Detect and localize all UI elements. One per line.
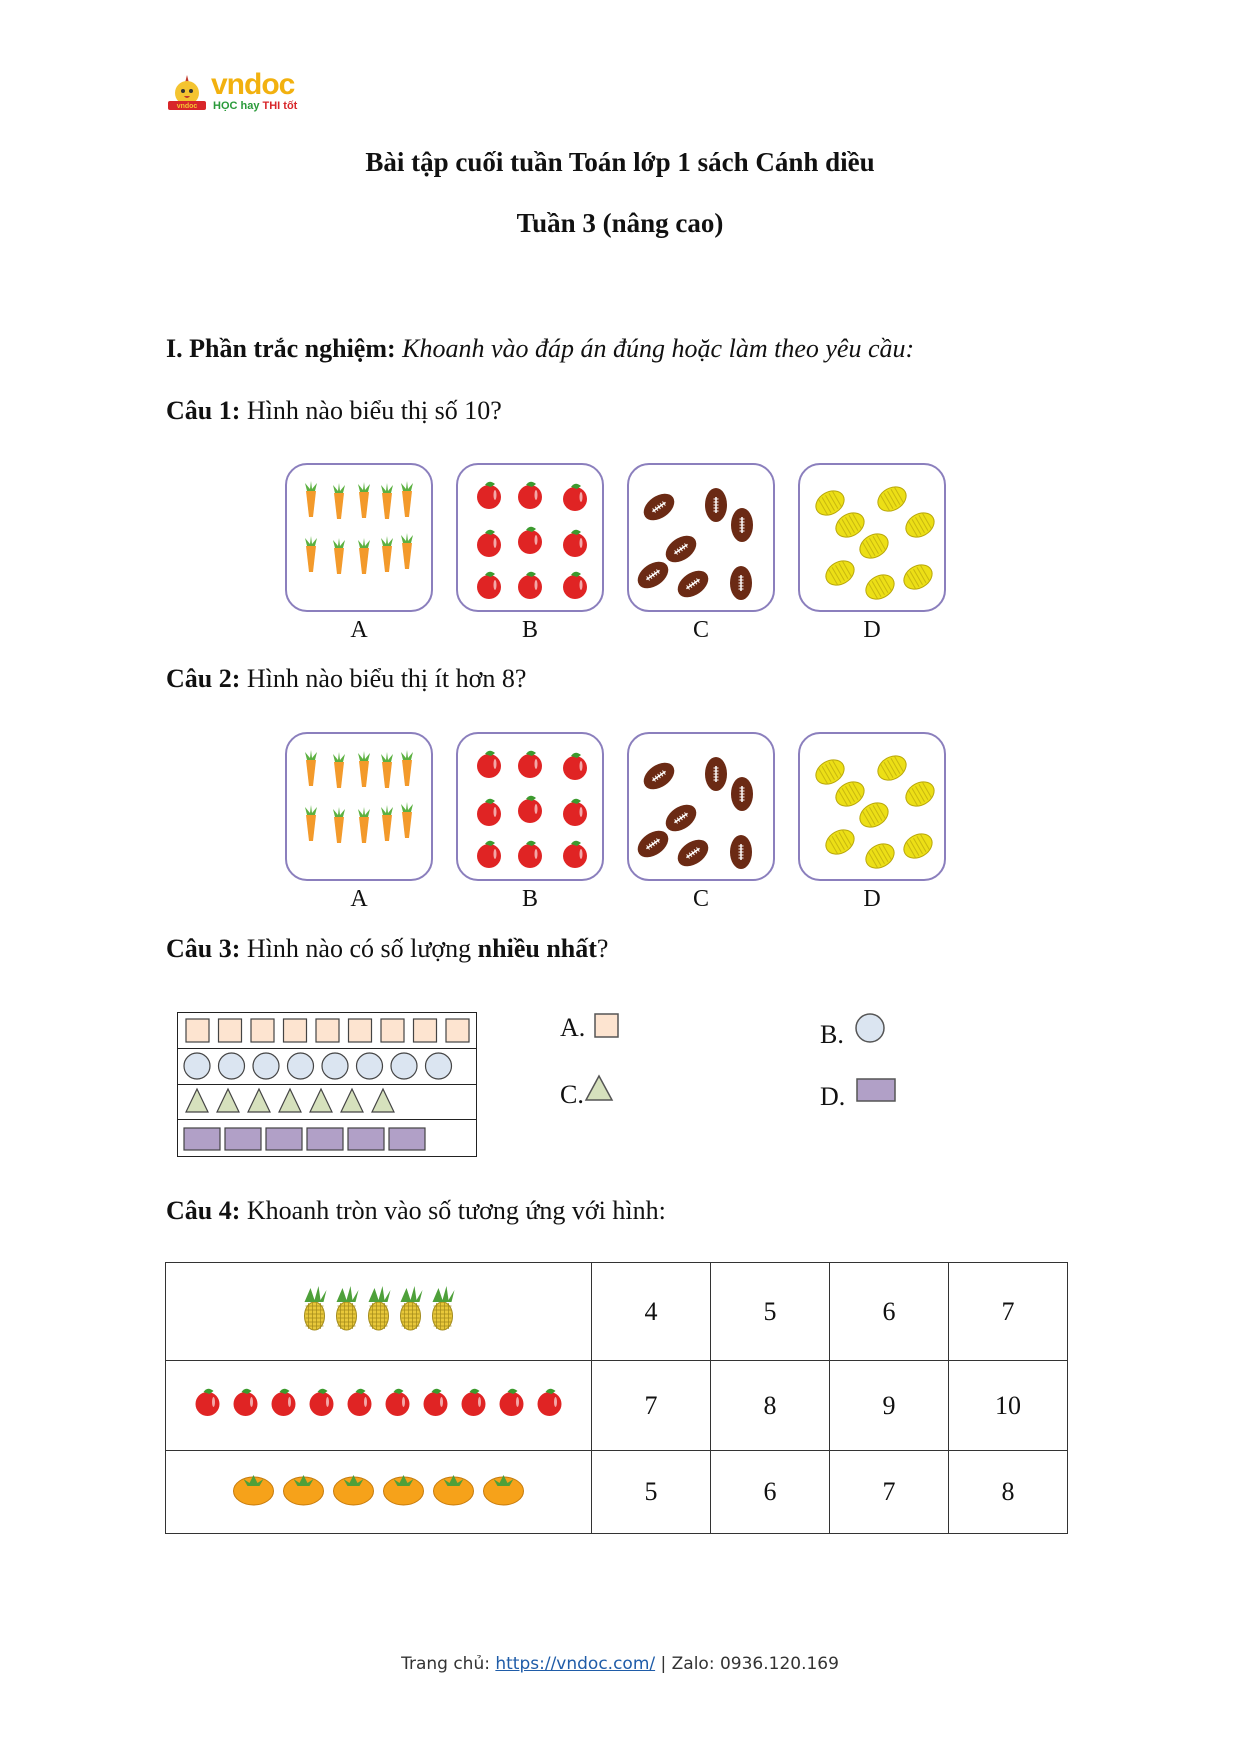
picture-option-c[interactable] (627, 732, 775, 912)
apple-icon (563, 841, 587, 868)
section-heading: I. Phần trắc nghiệm: Khoanh vào đáp án đúng hoặc làm theo yêu cầu: (166, 334, 915, 363)
apple-icon (518, 572, 542, 599)
carrot-icon (401, 750, 413, 786)
football-icon (633, 556, 673, 594)
picture-option-c[interactable] (627, 463, 775, 643)
melon-icon (874, 751, 911, 785)
logo-brand: vndoc (211, 68, 295, 101)
q4-choice[interactable]: 8 (711, 1361, 830, 1451)
football-icon (673, 565, 713, 603)
picture-option-d[interactable] (798, 732, 946, 912)
triangle-icon (248, 1089, 270, 1112)
square-icon (414, 1019, 437, 1042)
carrot-icon (381, 752, 393, 788)
question-4: Câu 4: Khoanh tròn vào số tương ứng với hình: (166, 1196, 666, 1225)
apple-icon (462, 1389, 486, 1416)
carrot-icon (401, 802, 413, 838)
rectangle-icon (856, 1078, 898, 1104)
football-icon (705, 757, 727, 791)
apple-icon (538, 1389, 562, 1416)
melon-icon (822, 556, 859, 590)
footer: Trang chủ: https://vndoc.com/ | Zalo: 0936.120.169 (401, 1654, 839, 1674)
circle-icon (391, 1053, 417, 1079)
apple-icon (310, 1389, 334, 1416)
apple-icon (518, 527, 542, 554)
carrot-icon (305, 536, 317, 572)
q4-choice[interactable]: 5 (711, 1263, 830, 1361)
q4-choice[interactable]: 7 (949, 1263, 1068, 1361)
svg-text:vndoc: vndoc (176, 103, 198, 110)
q4-choice[interactable]: 8 (949, 1451, 1068, 1534)
question-1: Câu 1: Hình nào biểu thị số 10? (166, 396, 502, 425)
option-label: B (521, 886, 538, 912)
melon-icon (862, 839, 899, 873)
mascot-icon (165, 74, 209, 114)
option-label: C (692, 886, 709, 912)
apple-icon (563, 530, 587, 557)
apple-icon (563, 572, 587, 599)
apple-icon (477, 799, 501, 826)
option-label: D (863, 886, 881, 912)
page-title: Bài tập cuối tuần Toán lớp 1 sách Cánh diều (365, 147, 875, 177)
square-icon (349, 1019, 372, 1042)
carrot-group (287, 465, 431, 610)
apple-icon (477, 841, 501, 868)
option-label: B (521, 617, 538, 643)
carrot-icon (333, 538, 345, 574)
question-2: Câu 2: Hình nào biểu thị ít hơn 8? (166, 664, 527, 693)
apple-group (458, 734, 602, 879)
melon-icon (856, 798, 893, 832)
apple-icon (424, 1389, 448, 1416)
q2-picture-options (285, 732, 955, 912)
square-icon (381, 1019, 404, 1042)
q3-option-d[interactable]: D. (820, 1082, 898, 1112)
melon-icon (900, 560, 937, 594)
apple-icon (272, 1389, 296, 1416)
q1-picture-options (285, 463, 955, 643)
persimmon-icon (284, 1475, 324, 1505)
apple-icon (196, 1389, 220, 1416)
apple-icon (563, 799, 587, 826)
pineapple-icon (433, 1286, 455, 1330)
melon-icon (900, 829, 937, 863)
q4-choice[interactable]: 9 (830, 1361, 949, 1451)
pineapple-icon (305, 1286, 327, 1330)
persimmon-icon (234, 1475, 274, 1505)
melon-icon (902, 777, 939, 811)
circle-icon (426, 1053, 452, 1079)
football-icon (730, 566, 752, 600)
option-label: C (692, 617, 709, 643)
q4-row3-picture (166, 1451, 592, 1534)
melon-icon (812, 486, 849, 520)
table-row (166, 1263, 1068, 1361)
home-link[interactable]: https://vndoc.com/ (495, 1654, 656, 1674)
football-icon (639, 757, 679, 795)
q3-shape-grid (177, 1012, 477, 1157)
q4-choice[interactable]: 4 (592, 1263, 711, 1361)
shape-row-rectangle (178, 1120, 476, 1155)
apple-icon (348, 1389, 372, 1416)
apple-icon (477, 482, 501, 509)
page-subtitle: Tuần 3 (nâng cao) (516, 208, 724, 238)
q4-choice[interactable]: 7 (830, 1451, 949, 1534)
football-icon (730, 835, 752, 869)
football-icon (705, 488, 727, 522)
football-group (629, 734, 773, 879)
pineapple-icon (337, 1286, 359, 1330)
circle-icon (219, 1053, 245, 1079)
picture-option-a[interactable] (285, 732, 433, 912)
melon-icon (812, 755, 849, 789)
persimmon-group (166, 1459, 591, 1519)
rectangle-icon (307, 1128, 343, 1150)
circle-icon (288, 1053, 314, 1079)
carrot-icon (381, 536, 393, 572)
q4-choice[interactable]: 10 (949, 1361, 1068, 1451)
apple-icon (386, 1389, 410, 1416)
rectangle-icon (348, 1128, 384, 1150)
picture-option-b[interactable] (456, 463, 604, 643)
carrot-icon (358, 751, 370, 787)
carrot-icon (401, 481, 413, 517)
apple-icon (518, 841, 542, 868)
carrot-icon (358, 538, 370, 574)
q4-row1-picture (166, 1263, 592, 1361)
football-icon (661, 799, 701, 837)
carrot-icon (305, 750, 317, 786)
table-row (166, 1451, 1068, 1534)
rectangle-icon (184, 1128, 220, 1150)
melon-icon (874, 482, 911, 516)
melon-icon (832, 508, 869, 542)
football-group (629, 465, 773, 610)
melon-icon (822, 825, 859, 859)
question-3: Câu 3: Hình nào có số lượng nhiều nhất? (166, 934, 609, 963)
melon-group (800, 734, 944, 879)
football-icon (673, 834, 713, 872)
square-icon (446, 1019, 469, 1042)
triangle-icon (584, 1074, 614, 1102)
picture-option-d[interactable] (798, 463, 946, 643)
carrot-icon (381, 805, 393, 841)
carrot-icon (401, 533, 413, 569)
pineapple-icon (369, 1286, 391, 1330)
apple-icon (477, 751, 501, 778)
square-icon (316, 1019, 339, 1042)
apple-icon (518, 751, 542, 778)
triangle-icon (279, 1089, 301, 1112)
melon-icon (832, 777, 869, 811)
option-label: A (350, 617, 368, 643)
square-icon (251, 1019, 274, 1042)
q4-choice[interactable]: 6 (830, 1263, 949, 1361)
q4-row2-picture (166, 1361, 592, 1451)
q4-table (165, 1262, 1068, 1534)
apple-icon (500, 1389, 524, 1416)
pineapple-icon (401, 1286, 423, 1330)
carrot-icon (333, 752, 345, 788)
apple-icon (518, 796, 542, 823)
carrot-icon (381, 483, 393, 519)
square-icon (284, 1019, 307, 1042)
persimmon-icon (484, 1475, 524, 1505)
logo-slogan: HỌC hay THI tốt (213, 100, 298, 112)
football-icon (731, 508, 753, 542)
apple-icon (477, 572, 501, 599)
triangle-icon (310, 1089, 332, 1112)
triangle-icon (341, 1089, 363, 1112)
carrot-icon (305, 481, 317, 517)
carrot-icon (305, 805, 317, 841)
shape-row-triangle (178, 1084, 476, 1120)
q4-choice[interactable]: 7 (592, 1361, 711, 1451)
circle-icon (322, 1053, 348, 1079)
apple-icon (518, 482, 542, 509)
persimmon-icon (434, 1475, 474, 1505)
apple-group (166, 1372, 591, 1432)
apple-icon (234, 1389, 258, 1416)
apple-icon (477, 530, 501, 557)
triangle-icon (217, 1089, 239, 1112)
q3-option-b[interactable]: B. (820, 1020, 886, 1050)
melon-icon (862, 570, 899, 604)
triangle-icon (186, 1089, 208, 1112)
table-row (166, 1361, 1068, 1451)
picture-option-a[interactable] (285, 463, 433, 643)
q4-choice[interactable]: 6 (711, 1451, 830, 1534)
football-icon (633, 825, 673, 863)
triangle-icon (372, 1089, 394, 1112)
carrot-group (287, 734, 431, 879)
square-icon (594, 1013, 620, 1039)
apple-icon (563, 484, 587, 511)
shape-row-square (178, 1013, 476, 1049)
football-icon (731, 777, 753, 811)
square-icon (186, 1019, 209, 1042)
melon-icon (856, 529, 893, 563)
carrot-icon (333, 807, 345, 843)
vndoc-logo (165, 70, 315, 120)
melon-icon (902, 508, 939, 542)
rectangle-icon (225, 1128, 261, 1150)
option-label: A (350, 886, 368, 912)
apple-group (458, 465, 602, 610)
rectangle-icon (389, 1128, 425, 1150)
persimmon-icon (334, 1475, 374, 1505)
circle-icon (253, 1053, 279, 1079)
square-icon (219, 1019, 242, 1042)
q3-option-a[interactable]: A. (560, 1013, 620, 1043)
circle-icon (854, 1012, 886, 1044)
apple-icon (563, 753, 587, 780)
circle-icon (357, 1053, 383, 1079)
option-label: D (863, 617, 881, 643)
rectangle-icon (266, 1128, 302, 1150)
football-icon (639, 488, 679, 526)
q3-option-c[interactable]: C. (560, 1080, 614, 1110)
pineapple-group (166, 1278, 591, 1338)
carrot-icon (358, 807, 370, 843)
carrot-icon (333, 483, 345, 519)
persimmon-icon (384, 1475, 424, 1505)
melon-group (800, 465, 944, 610)
circle-icon (184, 1053, 210, 1079)
q4-choice[interactable]: 5 (592, 1451, 711, 1534)
football-icon (661, 530, 701, 568)
carrot-icon (358, 482, 370, 518)
shape-row-circle (178, 1049, 476, 1085)
picture-option-b[interactable] (456, 732, 604, 912)
